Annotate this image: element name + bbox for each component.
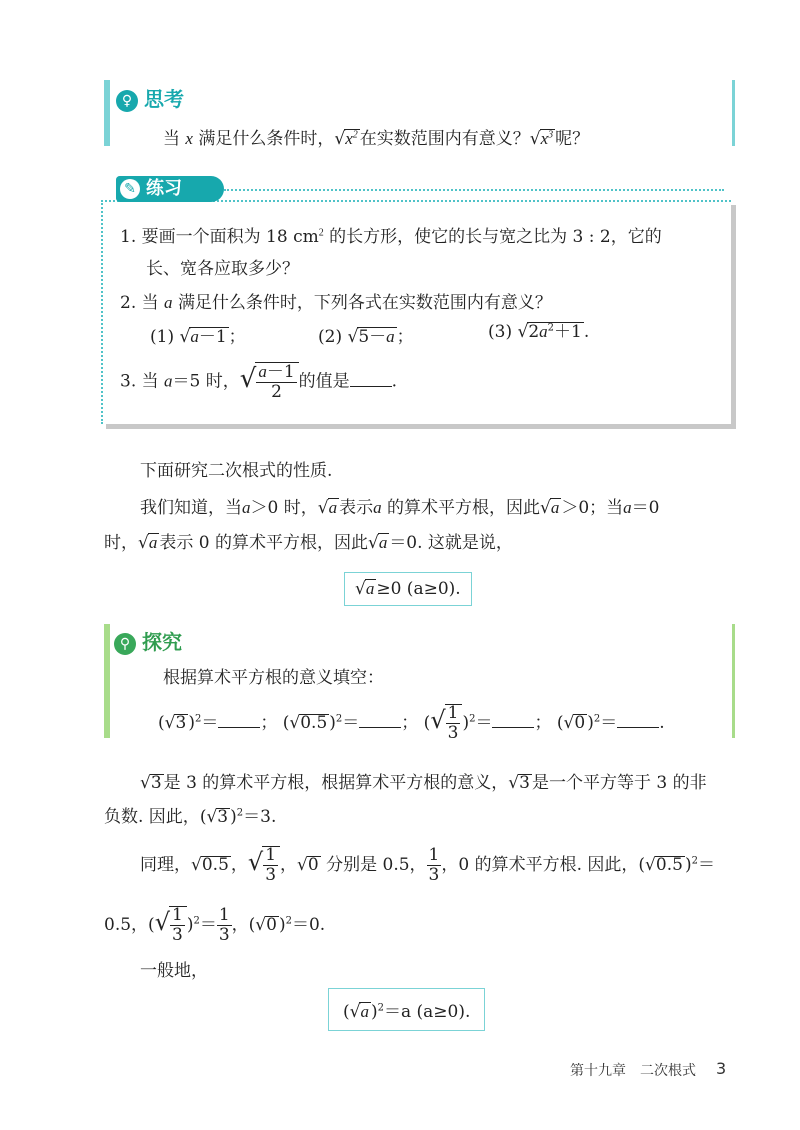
explore-fill-row: (√3 )$^2$＝ ； (√0.5 )$^2$＝ ； (√ $\frac{1}{3}$ )$^2$＝ ； (√0 )$^2$＝ .: [158, 703, 665, 743]
explore-title: [114, 626, 182, 655]
para-2: 我们知道，当a＞0 时，√a 表示a 的算术平方根，因此√a ＞0；当a＝0: [140, 498, 660, 518]
practice-q3: 3. 当 a＝5 时，√ $\frac{a-1}{2}$ 的值是 .: [120, 362, 398, 402]
practice-title: [116, 176, 224, 202]
think-question: 当 x 满足什么条件时，$√x^2$ 在实数范围内有意义？$√x^3$ 呢？: [163, 129, 590, 149]
explore-prompt: 根据算术平方根的意义填空：: [163, 668, 384, 688]
practice-q2-opt3: (3) $√2a^2+1$ .: [488, 322, 590, 342]
think-title: [116, 83, 184, 112]
practice-title-text: 练习: [146, 178, 182, 199]
para-1: 下面研究二次根式的性质.: [140, 461, 333, 481]
para-6: 同理，√0.5 ，√ $\frac{1}{3}$ ，√0 分别是 0.5， $\frac{1}{3}$ ，0 的算术平方根. 因此，(√0.5 )$^2$＝: [140, 845, 715, 885]
practice-q2-opt1: (1) √a－1 ；: [150, 327, 246, 347]
formula-box-1: √a ≥0 (a≥0).: [344, 572, 472, 606]
formula-box-2: (√a )$^2$＝a (a≥0).: [328, 988, 485, 1031]
lightbulb-icon: ♀: [116, 90, 138, 112]
answer-blank: [350, 372, 392, 387]
para-3: 时，√a 表示 0 的算术平方根，因此√a ＝0. 这就是说，: [104, 533, 513, 553]
practice-q2-opt2: (2) √5－a ；: [318, 327, 414, 347]
para-4: √3 是 3 的算术平方根，根据算术平方根的意义，√3 是一个平方等于 3 的非: [140, 773, 707, 793]
practice-q2: 2. 当 a 满足什么条件时，下列各式在实数范围内有意义？: [120, 293, 552, 313]
pencil-icon: ✎: [120, 179, 140, 199]
chapter-footer: 第十九章 二次根式: [570, 1063, 696, 1079]
think-title-text: 思考: [144, 87, 184, 111]
practice-divider: [224, 189, 724, 191]
para-8: 一般地，: [140, 961, 208, 981]
practice-q1-line2: 长、宽各应取多少？: [146, 259, 299, 279]
page-number: 3: [716, 1059, 727, 1078]
explore-title-text: 探究: [142, 630, 182, 654]
magnifier-icon: ⚲: [114, 633, 136, 655]
para-7: 0.5，(√ $\frac{1}{3}$ )$^2$＝ $\frac{1}{3}$ ，(√0 )$^2$＝0.: [104, 905, 326, 945]
para-5: 负数. 因此，(√3 )$^2$＝3.: [104, 807, 277, 827]
practice-q1-line1: 1. 要画一个面积为 18 $cm^2$ 的长方形，使它的长与宽之比为 3 : 2，它的: [120, 227, 662, 247]
